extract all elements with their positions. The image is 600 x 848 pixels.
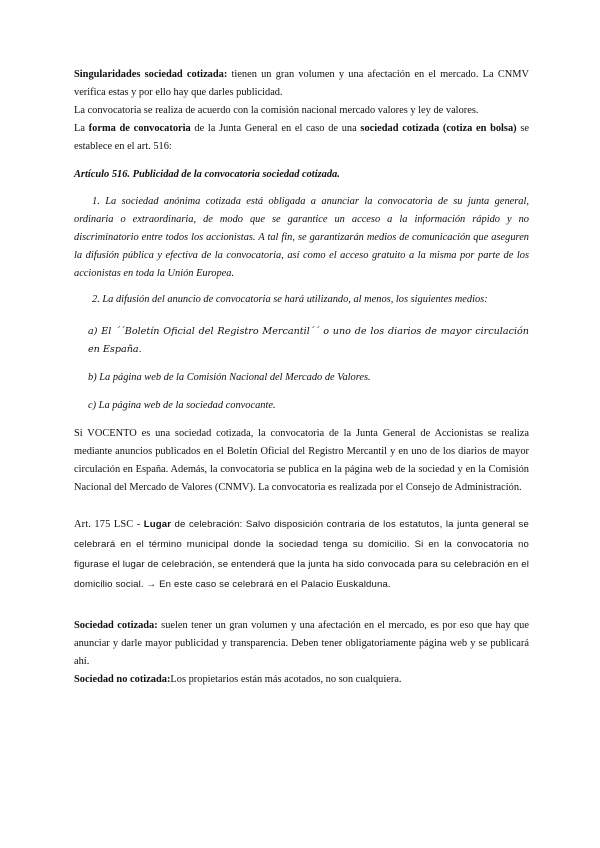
intro-paragraph-forma: La forma de convocatoria de la Junta General en el caso de una sociedad cotizada (cotiza en bolsa) se establece en el art. 516:: [74, 123, 529, 152]
lsc-paragraph: Art. 175 LSC - Lugar de celebración: Salvo disposición contraria de los estatutos, la junta general se celebrará en el término municipal donde la sociedad tenga su domicilio. Si en la convocatoria no figurase el lugar de celebración, se entenderá que la junta ha sido convocada para su celebración en el domicilio social. → En este caso se celebrará en el Palacio Euskalduna.: [74, 519, 529, 590]
article-title: Artículo 516. Publicidad de la convocatoria sociedad cotizada.: [74, 169, 340, 180]
article-item-b: b) La página web de la Comisión Nacional del Mercado de Valores.: [88, 372, 371, 383]
article-item-c: c) La página web de la sociedad convocante.: [88, 400, 276, 411]
no-cotizada-heading: Sociedad no cotizada:: [74, 674, 171, 685]
summary-section: [74, 617, 529, 689]
article-paragraph-2: 2. La difusión del anuncio de convocatoria se hará utilizando, al menos, los siguientes medios:: [92, 294, 488, 305]
intro-paragraph-comision: La convocatoria se realiza de acuerdo con la comisión nacional mercado valores y ley de valores.: [74, 105, 479, 116]
vocento-paragraph: Si VOCENTO es una sociedad cotizada, la convocatoria de la Junta General de Accionistas se realiza mediante anuncios publicados en el Boletín Oficial del Registro Mercantil y en uno de los diarios de mayor circulación en España. Además, la convocatoria se publica en la página web de la sociedad y en la Comisión Nacional del Mercado de Valores (CNMV). La convocatoria es realizada por el Consejo de Administración.: [74, 428, 529, 493]
article-516: [74, 166, 529, 415]
intro-section: [74, 66, 529, 156]
article-paragraph-1: 1. La sociedad anónima cotizada está obligada a anunciar la convocatoria de su junta general, ordinaria o extraordinaria, de modo que se garantice un acceso a la información rápido y no discriminatorio entre todos los accionistas. A tal fin, se garantizarán medios de comunicación que aseguren la difusión pública y efectiva de la convocatoria, así como el acceso gratuito a la misma por parte de los accionistas en toda la Unión Europea.: [74, 196, 529, 279]
lugar-heading: Lugar: [143, 519, 172, 530]
singularidades-heading: Singularidades sociedad cotizada:: [74, 69, 228, 80]
article-item-a: a) El ´´Boletín Oficial del Registro Mercantil´´ o uno de los diarios de mayor circulación en España.: [88, 326, 529, 355]
document-page: [74, 66, 529, 689]
summary-no-cotizada: Sociedad no cotizada:Los propietarios están más acotados, no son cualquiera.: [74, 674, 402, 685]
intro-paragraph-singularidades: Singularidades sociedad cotizada: tienen un gran volumen y una afectación en el mercado. La CNMV verifica estas y por ello hay que darles publicidad.: [74, 69, 529, 98]
cotizada-heading: Sociedad cotizada:: [74, 620, 158, 631]
summary-cotizada: Sociedad cotizada: suelen tener un gran volumen y una afectación en el mercado, es por eso que hay que anunciar y darle mayor publicidad y transparencia. Deben tener obligatoriamente página web y se publicará ahí.: [74, 620, 529, 667]
